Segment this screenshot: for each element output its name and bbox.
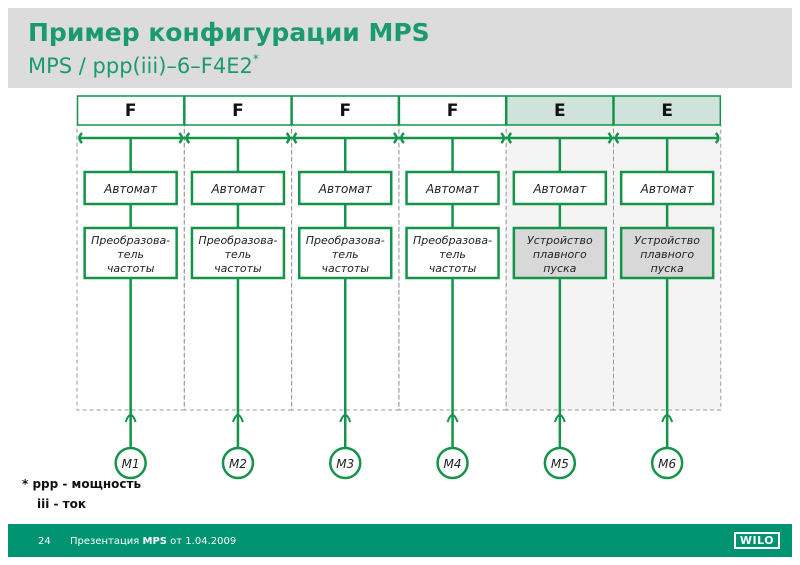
device-label-5-2: плавного <box>532 248 587 261</box>
wilo-logo: WILO <box>734 532 780 549</box>
note-iii: iii - ток <box>37 497 87 511</box>
breaker-label-2: Автомат <box>211 182 265 196</box>
breaker-label-5: Автомат <box>533 182 587 196</box>
header-code-3: F <box>339 101 352 121</box>
device-label-4-3: частоты <box>428 262 477 275</box>
device-label-6-3: пуска <box>650 262 684 275</box>
footer-text <box>70 536 236 547</box>
motor-label-2: M2 <box>228 457 247 471</box>
motor-label-1: M1 <box>121 457 140 471</box>
device-label-5-1: Устройство <box>526 234 593 247</box>
footer-text-suffix: от 1.04.2009 <box>170 536 237 547</box>
motor-label-4: M4 <box>443 457 462 471</box>
breaker-label-4: Автомат <box>426 182 480 196</box>
footer-page-number: 24 <box>38 536 51 547</box>
device-label-3-3: частоты <box>321 262 370 275</box>
footer-bar <box>8 524 792 557</box>
device-label-2-1: Преобразова- <box>198 234 278 247</box>
header-code-5: E <box>554 101 566 121</box>
header-code-1: F <box>124 101 137 121</box>
breaker-label-1: Автомат <box>104 182 158 196</box>
device-label-4-2: тель <box>439 248 466 261</box>
header-code-4: F <box>446 101 459 121</box>
device-label-5-3: пуска <box>543 262 577 275</box>
note-ppp: * ppp - мощность <box>22 477 142 491</box>
header-code-2: F <box>232 101 244 121</box>
motor-label-6: M6 <box>658 457 677 471</box>
motor-label-5: M5 <box>550 457 569 471</box>
device-label-1-3: частоты <box>106 262 155 275</box>
breaker-label-6: Автомат <box>640 182 694 196</box>
breaker-label-3: Автомат <box>318 182 372 196</box>
device-label-2-2: тель <box>224 248 252 261</box>
footer-text-bold: MPS <box>142 536 167 547</box>
device-label-3-2: тель <box>331 248 359 261</box>
device-label-2-3: частоты <box>214 262 262 275</box>
device-label-1-1: Преобразова- <box>91 234 171 247</box>
motor-label-3: M3 <box>336 457 355 471</box>
device-label-1-2: тель <box>117 248 145 261</box>
device-label-3-1: Преобразова- <box>305 234 385 247</box>
subtitle-footnote-mark: * <box>252 52 259 66</box>
subtitle-text: MPS / ppp(iii)–6–F4E2 <box>28 54 253 78</box>
device-label-6-1: Устройство <box>634 234 701 247</box>
device-label-4-1: Преобразова- <box>413 234 493 247</box>
device-label-6-2: плавного <box>640 248 695 261</box>
header-code-6: E <box>661 101 673 121</box>
page-title: Пример конфигурации MPS <box>28 18 430 47</box>
footer-text-prefix: Презентация <box>70 536 140 547</box>
